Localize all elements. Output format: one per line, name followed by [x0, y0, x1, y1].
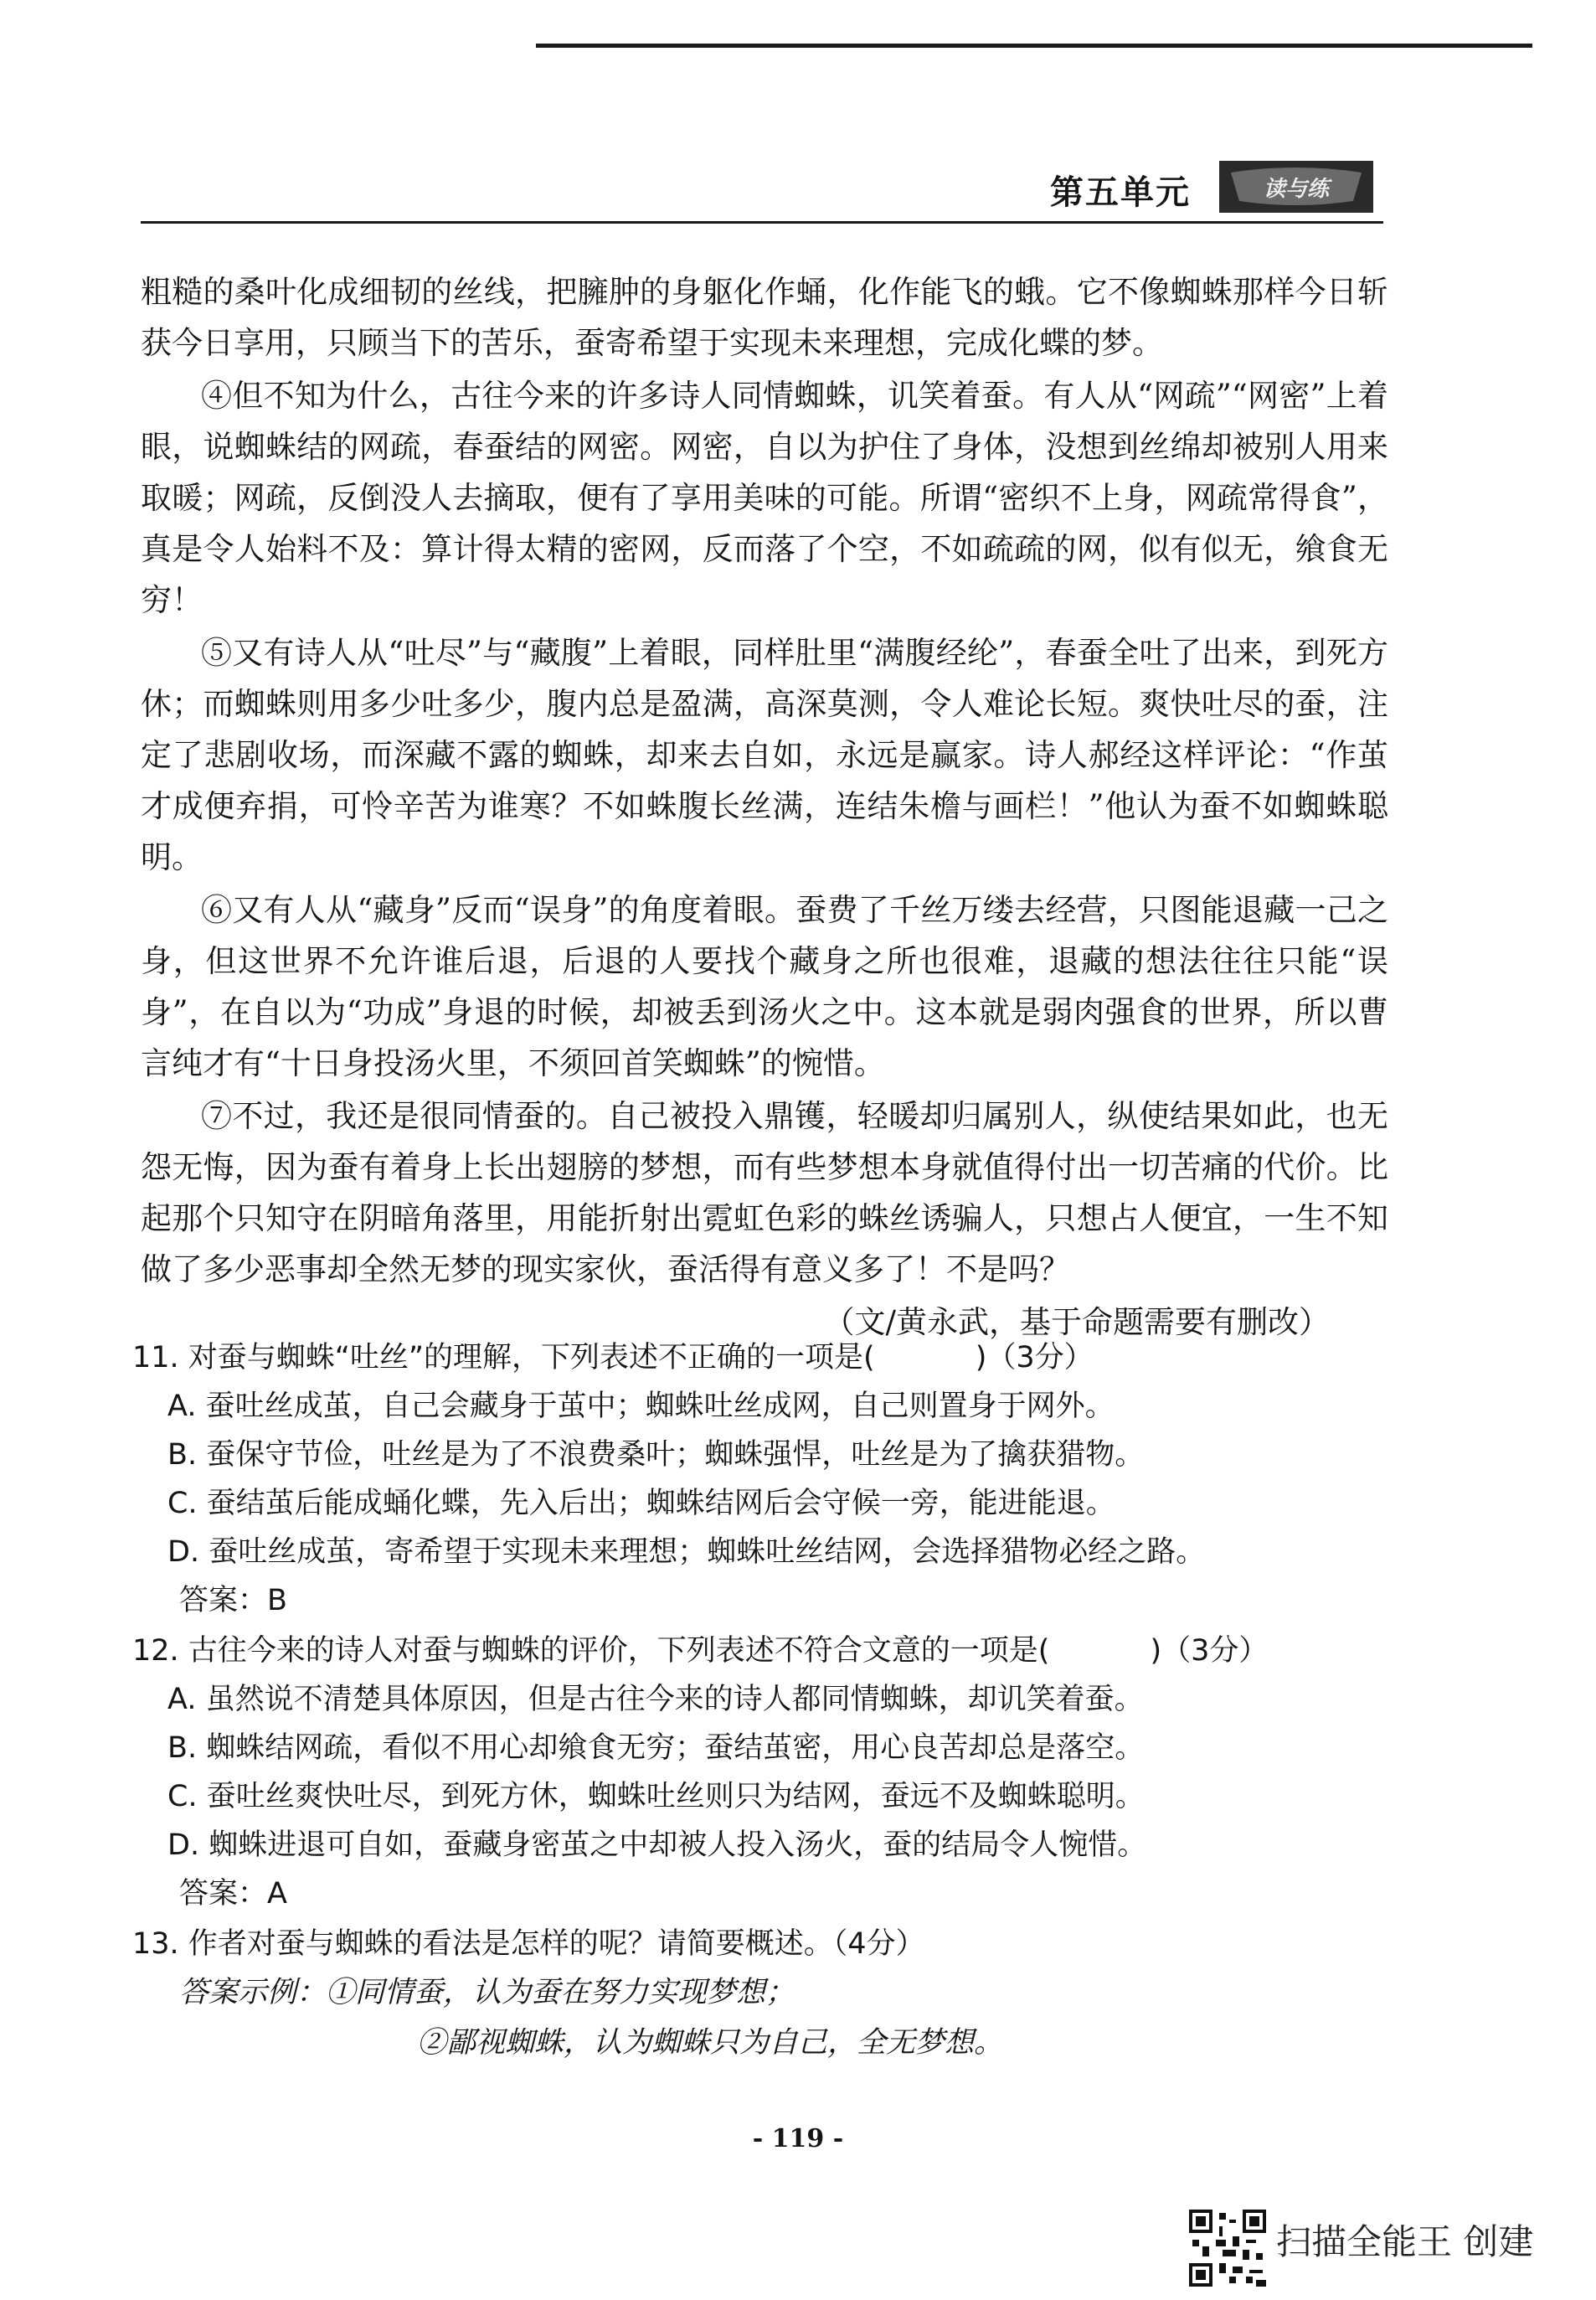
- passage-paragraph-3: ⑤又有诗人从“吐尽”与“藏腹”上着眼，同样肚里“满腹经纶”，春蚕全吐了出来，到死方休；而蜘蛛则用多少吐多少，腹内总是盈满，高深莫测，令人难论长短。爽快吐尽的蚕，注定了悲剧收场，而深藏不露的蜘蛛，却来去自如，永远是赢家。诗人郝经这样评论：“作茧才成便弃捐，可怜辛苦为谁寒？不如蛛腹长丝满，连结朱檐与画栏！”他认为蚕不如蜘蛛聪明。: [141, 635, 1388, 875]
- scanner-watermark: 扫描全能王 创建: [1276, 2221, 1534, 2262]
- question-12: [132, 1627, 1397, 1918]
- top-rule: [536, 44, 1532, 48]
- question-12-stem: [132, 1627, 1397, 1675]
- question-13-answer-line-1: 答案示例：①同情蚕，认为蚕在努力实现梦想；: [179, 1976, 795, 2009]
- question-12-option-c: C. 蚕吐丝爽快吐尽，到死方休，蜘蛛吐丝则只为结网，蚕远不及蜘蛛聪明。: [167, 1780, 1145, 1813]
- question-11-option-d: D. 蚕吐丝成茧，寄希望于实现未来理想；蜘蛛吐丝结网，会选择猎物必经之路。: [167, 1535, 1206, 1569]
- question-11-answer: 答案：B: [179, 1584, 288, 1617]
- reading-passage: [141, 266, 1388, 1349]
- passage-source: （文/黄永武，基于命题需要有删改）: [823, 1304, 1330, 1340]
- question-11-option-b: B. 蚕保守节俭，吐丝是为了不浪费桑叶；蜘蛛强悍，吐丝是为了擒获猎物。: [167, 1438, 1145, 1472]
- question-12-option-d: D. 蜘蛛进退可自如，蚕藏身密茧之中却被人投入汤火，蚕的结局令人惋惜。: [167, 1828, 1147, 1862]
- header-rule: [141, 221, 1383, 224]
- passage-paragraph-1: 粗糙的桑叶化成细韧的丝线，把臃肿的身躯化作蛹，化作能飞的蛾。它不像蜘蛛那样今日斩获今日享用，只顾当下的苦乐，蚕寄希望于实现未来理想，完成化蝶的梦。: [141, 274, 1388, 361]
- question-13-stem: 13. 作者对蚕与蜘蛛的看法是怎样的呢？请简要概述。（4分）: [132, 1927, 925, 1961]
- question-11: [132, 1333, 1397, 1625]
- question-section: [132, 1333, 1397, 2069]
- question-12-score: )（3分）: [1150, 1634, 1269, 1668]
- unit-title: 第五单元: [1050, 173, 1191, 212]
- page-number: - 119 -: [752, 2124, 844, 2153]
- question-11-stem-text: 11. 对蚕与蜘蛛“吐丝”的理解，下列表述不正确的一项是(: [132, 1341, 875, 1374]
- question-12-option-b: B. 蜘蛛结网疏，看似不用心却飨食无穷；蚕结茧密，用心良苦却总是落空。: [167, 1731, 1145, 1765]
- question-11-option-c: C. 蚕结茧后能成蛹化蝶，先入后出；蜘蛛结网后会守候一旁，能进能退。: [167, 1487, 1115, 1520]
- qr-code-icon: [1189, 2210, 1266, 2287]
- logo-text: 读与练: [1263, 176, 1329, 202]
- book-logo: [1219, 161, 1373, 213]
- question-11-score: )（3分）: [975, 1341, 1094, 1374]
- question-11-option-a: A. 蚕吐丝成茧，自己会藏身于茧中；蜘蛛吐丝成网，自己则置身于网外。: [167, 1390, 1115, 1423]
- question-12-stem-text: 12. 古往今来的诗人对蚕与蜘蛛的评价，下列表述不符合文意的一项是(: [132, 1634, 1050, 1668]
- question-12-answer: 答案：A: [179, 1877, 287, 1911]
- passage-paragraph-2: ④但不知为什么，古往今来的许多诗人同情蜘蛛，讥笑着蚕。有人从“网疏”“网密”上着眼，说蜘蛛结的网疏，春蚕结的网密。网密，自以为护住了身体，没想到丝绵却被别人用来取暖；网疏，反倒没人去摘取，便有了享用美味的可能。所谓“密织不上身，网疏常得食”，真是令人始料不及：算计得太精的密网，反而落了个空，不如疏疏的网，似有似无，飨食无穷！: [141, 378, 1388, 618]
- question-11-stem: [132, 1333, 1397, 1382]
- passage-paragraph-4: ⑥又有人从“藏身”反而“误身”的角度着眼。蚕费了千丝万缕去经营，只图能退藏一己之身，但这世界不允许谁后退，后退的人要找个藏身之所也很难，退藏的想法往往只能“误身”，在自以为“功成”身退的时候，却被丢到汤火之中。这本就是弱肉强食的世界，所以曹言纯才有“十日身投汤火里，不须回首笑蜘蛛”的惋惜。: [141, 892, 1388, 1081]
- question-12-option-a: A. 虽然说不清楚具体原因，但是古往今来的诗人都同情蜘蛛，却讥笑着蚕。: [167, 1683, 1144, 1716]
- question-13: [132, 1920, 1397, 2067]
- question-13-answer-line-2: ②鄙视蜘蛛，认为蜘蛛只为自己，全无梦想。: [417, 2026, 1004, 2060]
- passage-paragraph-5: ⑦不过，我还是很同情蚕的。自己被投入鼎镬，轻暖却归属别人，纵使结果如此，也无怨无悔，因为蚕有着身上长出翅膀的梦想，而有些梦想本身就值得付出一切苦痛的代价。比起那个只知守在阴暗角落里，用能折射出霓虹色彩的蛛丝诱骗人，只想占人便宜，一生不知做了多少恶事却全然无梦的现实家伙，蚕活得有意义多了！不是吗？: [141, 1098, 1388, 1287]
